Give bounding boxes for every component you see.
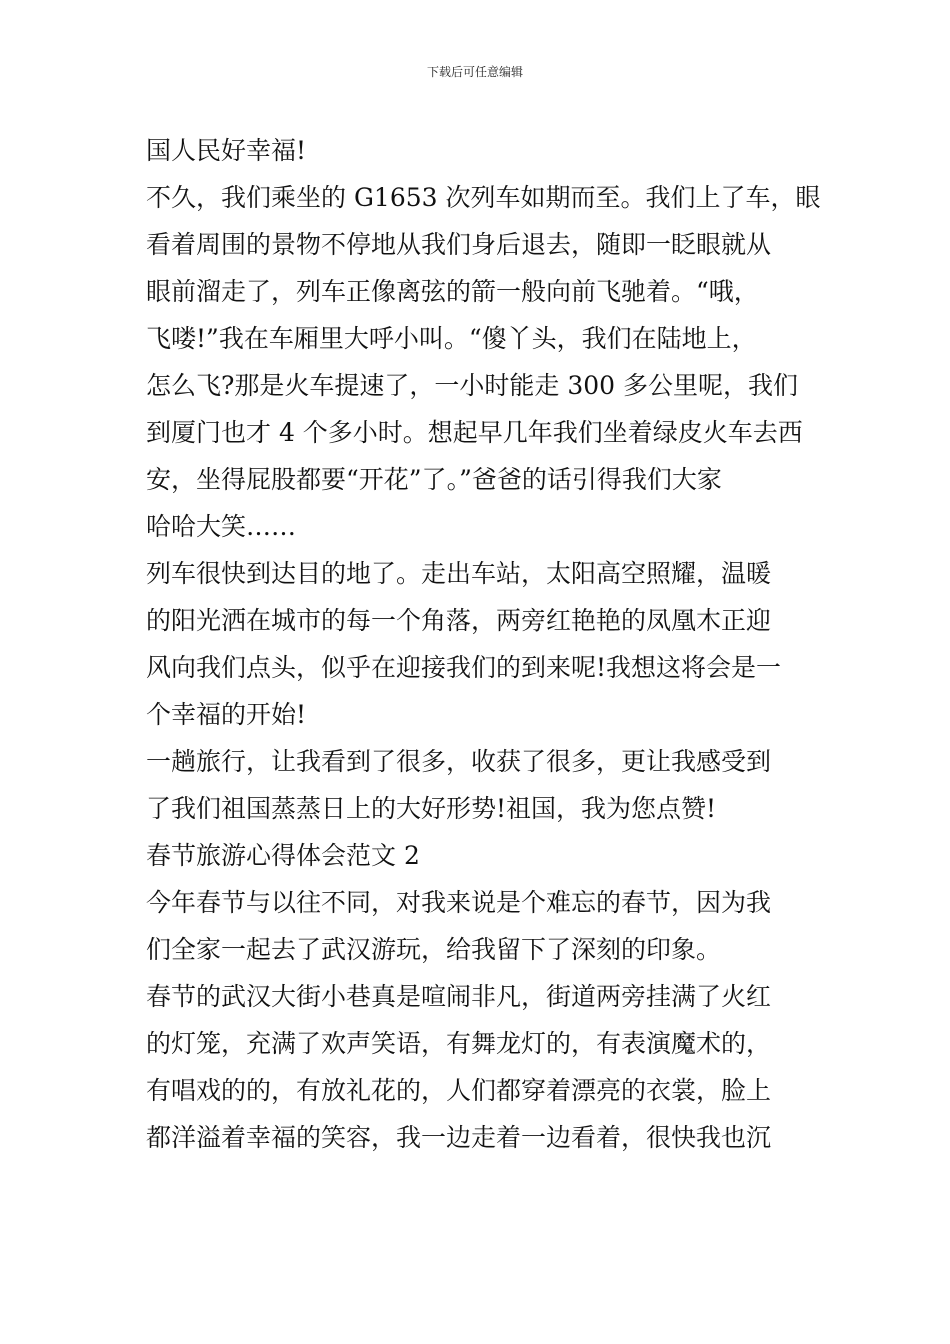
section-heading: 春节旅游心得体会范文 2 xyxy=(146,841,420,870)
text-line: 看着周围的景物不停地从我们身后退去，随即一眨眼就从 xyxy=(146,230,772,259)
text-line: 风向我们点头，似乎在迎接我们的到来呢!我想这将会是一 xyxy=(146,653,782,682)
text-line: 个幸福的开始! xyxy=(146,700,307,729)
text-line: 的阳光洒在城市的每一个角落，两旁红艳艳的凤凰木正迎 xyxy=(146,606,772,635)
text-line: 不久，我们乘坐的 G1653 次列车如期而至。我们上了车，眼 xyxy=(146,183,821,212)
text-line: 春节的武汉大街小巷真是喧闹非凡，街道两旁挂满了火红 xyxy=(146,982,772,1011)
text-line: 今年春节与以往不同，对我来说是个难忘的春节，因为我 xyxy=(146,888,772,917)
text-line: 有唱戏的的，有放礼花的，人们都穿着漂亮的衣裳，脸上 xyxy=(146,1076,772,1105)
text-line: 一趟旅行，让我看到了很多，收获了很多，更让我感受到 xyxy=(146,747,772,776)
text-line: 飞喽!”我在车厢里大呼小叫。“傻丫头，我们在陆地上， xyxy=(146,324,757,353)
text-line: 到厦门也才 4 个多小时。想起早几年我们坐着绿皮火车去西 xyxy=(146,418,803,447)
text-line: 眼前溜走了，列车正像离弦的箭一般向前飞驰着。“哦， xyxy=(146,277,759,306)
text-line: 安，坐得屁股都要“开花”了。”爸爸的话引得我们大家 xyxy=(146,465,722,494)
document-body xyxy=(146,127,821,1161)
page-header: 下载后可任意编辑 xyxy=(426,65,523,79)
text-line: 的灯笼，充满了欢声笑语，有舞龙灯的，有表演魔术的， xyxy=(146,1029,772,1058)
text-line: 国人民好幸福! xyxy=(146,136,307,165)
text-line: 都洋溢着幸福的笑容，我一边走着一边看着，很快我也沉 xyxy=(146,1123,772,1152)
text-line: 列车很快到达目的地了。走出车站，太阳高空照耀，温暖 xyxy=(146,559,772,588)
text-line: 怎么飞?那是火车提速了，一小时能走 300 多公里呢，我们 xyxy=(146,371,799,400)
text-line: 了我们祖国蒸蒸日上的大好形势!祖国，我为您点赞! xyxy=(146,794,717,823)
text-line: 哈哈大笑…… xyxy=(146,512,297,541)
text-line: 们全家一起去了武汉游玩，给我留下了深刻的印象。 xyxy=(146,935,722,964)
